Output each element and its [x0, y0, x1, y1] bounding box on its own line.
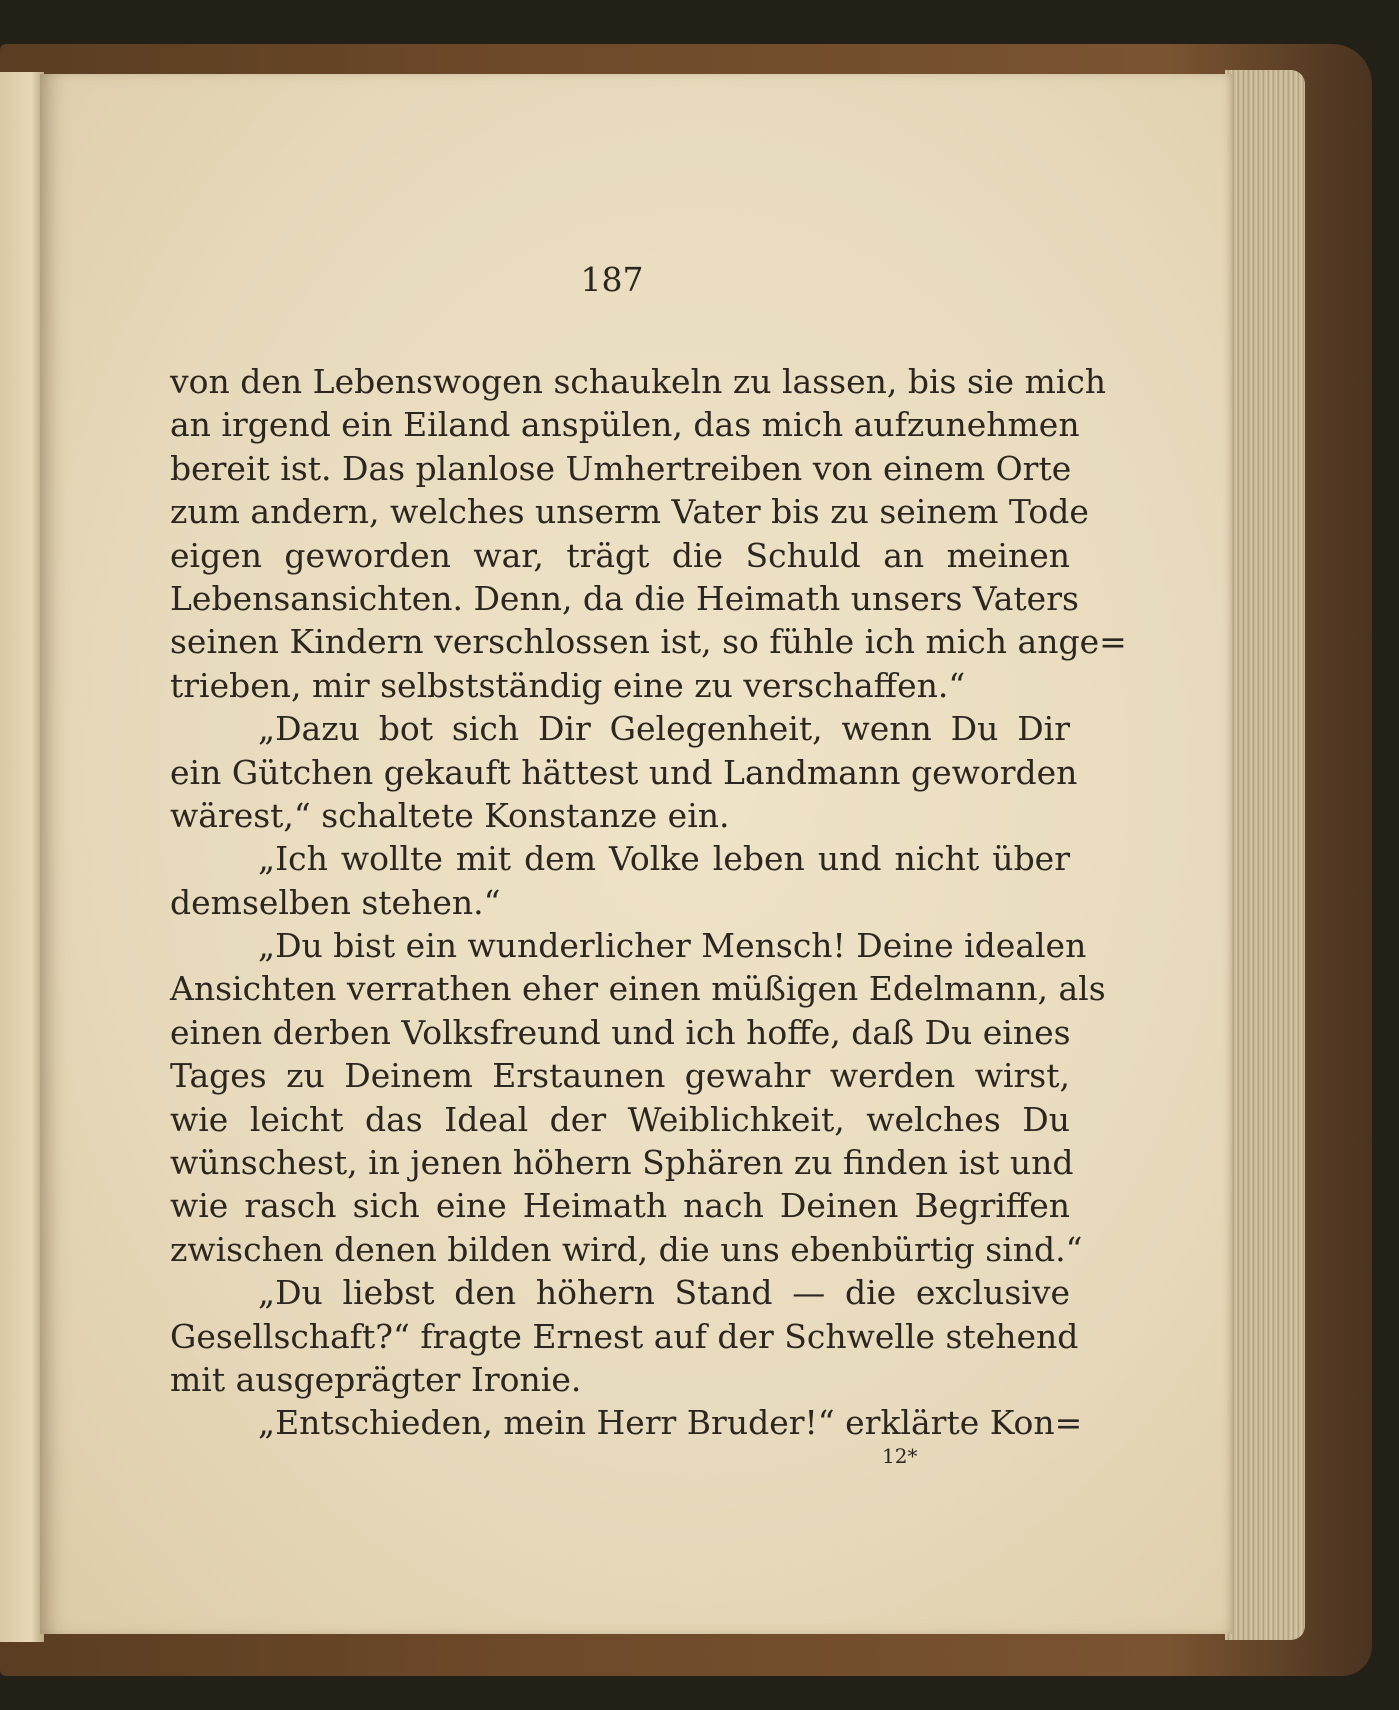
body-text	[170, 360, 1127, 1445]
text-line: wie leicht das Ideal der Weiblichkeit, welches Du	[170, 1099, 1070, 1139]
text-line: trieben, mir selbstständig eine zu verschaffen.“	[170, 665, 966, 705]
text-line: eigen geworden war, trägt die Schuld an meinen	[170, 535, 1070, 575]
text-line: „Dazu bot sich Dir Gelegenheit, wenn Du Dir	[258, 709, 1070, 749]
text-line: zwischen denen bilden wird, die uns ebenbürtig sind.“	[170, 1229, 1083, 1269]
signature-mark: 12*	[882, 1444, 918, 1468]
text-line: wie rasch sich eine Heimath nach Deinen Begriffen	[170, 1186, 1070, 1226]
text-line: zum andern, welches unserm Vater bis zu seinem Tode	[170, 492, 1089, 532]
text-line: wünschest, in jenen höhern Sphären zu finden ist und	[170, 1143, 1074, 1183]
text-line: „Du liebst den höhern Stand — die exclusive	[258, 1273, 1070, 1313]
text-line: „Ich wollte mit dem Volke leben und nicht über	[258, 839, 1070, 879]
text-line: einen derben Volksfreund und ich hoffe, daß Du eines	[170, 1012, 1071, 1052]
text-line: Tages zu Deinem Erstaunen gewahr werden wirst,	[170, 1056, 1070, 1096]
text-line: Lebensansichten. Denn, da die Heimath unsers Vaters	[170, 578, 1079, 618]
book-page	[40, 74, 1232, 1634]
text-line: mit ausgeprägter Ironie.	[170, 1359, 582, 1399]
page-number: 187	[580, 260, 644, 299]
text-line: wärest,“ schaltete Konstanze ein.	[170, 795, 730, 835]
text-line: „Entschieden, mein Herr Bruder!“ erklärte Kon=	[258, 1403, 1083, 1443]
text-line: von den Lebenswogen schaukeln zu lassen, bis sie mich	[170, 362, 1107, 401]
text-line: Ansichten verrathen eher einen müßigen Edelmann, als	[170, 969, 1106, 1009]
text-line: „Du bist ein wunderlicher Mensch! Deine idealen	[258, 926, 1087, 966]
text-line: an irgend ein Eiland anspülen, das mich aufzunehmen	[170, 405, 1080, 445]
text-line: seinen Kindern verschlossen ist, so fühle ich mich ange=	[170, 622, 1127, 662]
text-line: Gesellschaft?“ fragte Ernest auf der Schwelle stehend	[170, 1316, 1079, 1356]
page-edges	[1225, 70, 1305, 1640]
text-line: demselben stehen.“	[170, 882, 501, 922]
text-line: bereit ist. Das planlose Umhertreiben von einem Orte	[170, 448, 1072, 488]
text-line: ein Gütchen gekauft hättest und Landmann geworden	[170, 752, 1078, 792]
left-page-edge	[0, 72, 44, 1642]
